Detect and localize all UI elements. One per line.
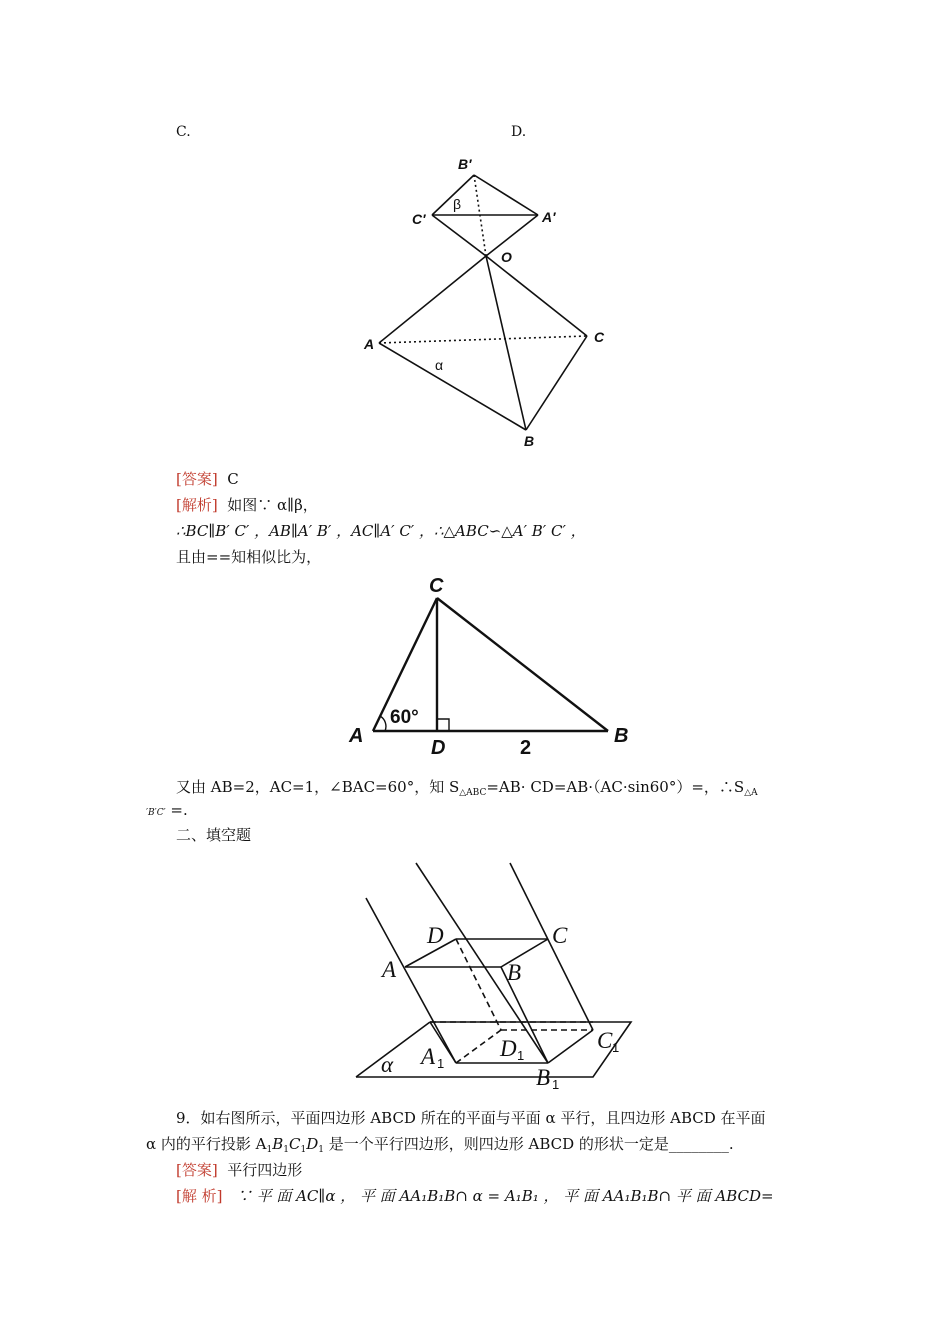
section-title: 二、填空题 bbox=[176, 826, 252, 844]
area-line bbox=[176, 776, 758, 798]
label-c-prime: C′ bbox=[412, 211, 426, 227]
answer-value: C bbox=[227, 470, 239, 488]
parallel-projection-figure bbox=[350, 855, 640, 1095]
area-line-2 bbox=[146, 801, 188, 819]
label-alpha: α bbox=[435, 357, 444, 373]
q9-text-c: C bbox=[289, 1135, 301, 1153]
label-c: C bbox=[429, 575, 444, 597]
label-b1: B bbox=[536, 1065, 551, 1090]
answer-value-9: 平行四边形 bbox=[227, 1161, 303, 1179]
label-alpha: α bbox=[381, 1052, 394, 1077]
label-b-prime: B′ bbox=[458, 156, 472, 172]
q9-text-b: B bbox=[272, 1135, 284, 1153]
question-9-line-1: 9．如右图所示，平面四边形 ABCD 所在的平面与平面 α 平行，且四边形 ABCD 在平面 bbox=[176, 1109, 766, 1127]
area-sub-2: △A bbox=[744, 788, 758, 798]
label-c: C bbox=[552, 923, 568, 948]
analysis-text-1: 如图∵ α∥β， bbox=[227, 496, 318, 514]
area-text-3: =. bbox=[170, 801, 188, 819]
answer-line-8 bbox=[176, 468, 239, 489]
length-label: 2 bbox=[520, 737, 532, 759]
area-sub-1: △ABC bbox=[459, 788, 487, 798]
analysis-tag-9: [解 析] bbox=[176, 1187, 223, 1205]
label-a-prime: A′ bbox=[542, 209, 556, 225]
label-b: B bbox=[614, 725, 629, 747]
label-b: B bbox=[524, 433, 535, 449]
label-a: A bbox=[364, 336, 375, 352]
label-d1: D bbox=[500, 1036, 517, 1061]
label-d1-sub: 1 bbox=[517, 1048, 525, 1063]
analysis-line-9 bbox=[176, 1185, 774, 1206]
q9-text-e: 是一个平行四边形，则四边形 ABCD 的形状一定是________. bbox=[323, 1135, 734, 1153]
label-d: D bbox=[427, 923, 444, 948]
answer-tag: [答案] bbox=[176, 470, 218, 488]
option-d: D. bbox=[511, 124, 527, 140]
similar-triangles-figure bbox=[355, 150, 625, 455]
label-a1-sub: 1 bbox=[437, 1056, 445, 1071]
label-c1-sub: 1 bbox=[612, 1040, 620, 1055]
q9-sub-2: 1 bbox=[283, 1145, 289, 1155]
answer-line-9 bbox=[176, 1159, 302, 1180]
q9-text-a: α 内的平行投影 A bbox=[146, 1135, 267, 1153]
label-a: A bbox=[349, 725, 364, 747]
label-beta: β bbox=[453, 196, 462, 212]
q9-sub-1: 1 bbox=[266, 1145, 273, 1155]
option-c: C. bbox=[176, 124, 191, 140]
label-d: D bbox=[431, 737, 446, 759]
area-text-2: =AB· CD=AB·（AC·sin60°）=，∴S bbox=[486, 778, 745, 796]
analysis-text-2: ∴BC∥B′ C′ ，AB∥A′ B′ ，AC∥A′ C′ ，∴△ABC∽△A′ B′ C′ ， bbox=[176, 522, 586, 540]
analysis-tag: [解析] bbox=[176, 496, 218, 514]
q9-text-d: D bbox=[306, 1135, 319, 1153]
q9-sub-3: 1 bbox=[300, 1145, 307, 1155]
label-a1: A bbox=[421, 1044, 436, 1069]
analysis-text-9: ∵ 平 面 AC∥α ， 平 面 AA₁B₁B∩ α = A₁B₁ ， 平 面 AA₁B₁B∩ 平 面 ABCD= bbox=[236, 1187, 774, 1205]
label-c: C bbox=[594, 329, 605, 345]
question-9-line-2 bbox=[146, 1133, 734, 1155]
answer-tag-9: [答案] bbox=[176, 1161, 218, 1179]
label-b1-sub: 1 bbox=[552, 1077, 560, 1092]
q9-sub-4: 1 bbox=[318, 1145, 324, 1155]
label-a: A bbox=[382, 957, 397, 982]
analysis-line-1 bbox=[176, 494, 318, 515]
area-text-1: 又由 AB=2，AC=1，∠BAC=60°，知 S bbox=[176, 778, 460, 796]
triangle-abc-figure bbox=[345, 570, 635, 760]
analysis-text-3: 且由==知相似比为， bbox=[176, 548, 322, 566]
label-c1: C bbox=[597, 1028, 613, 1053]
area-sub-3: ′B′C′ bbox=[146, 808, 166, 818]
angle-label: 60° bbox=[390, 707, 419, 728]
label-o: O bbox=[501, 249, 512, 265]
label-b: B bbox=[507, 960, 522, 985]
